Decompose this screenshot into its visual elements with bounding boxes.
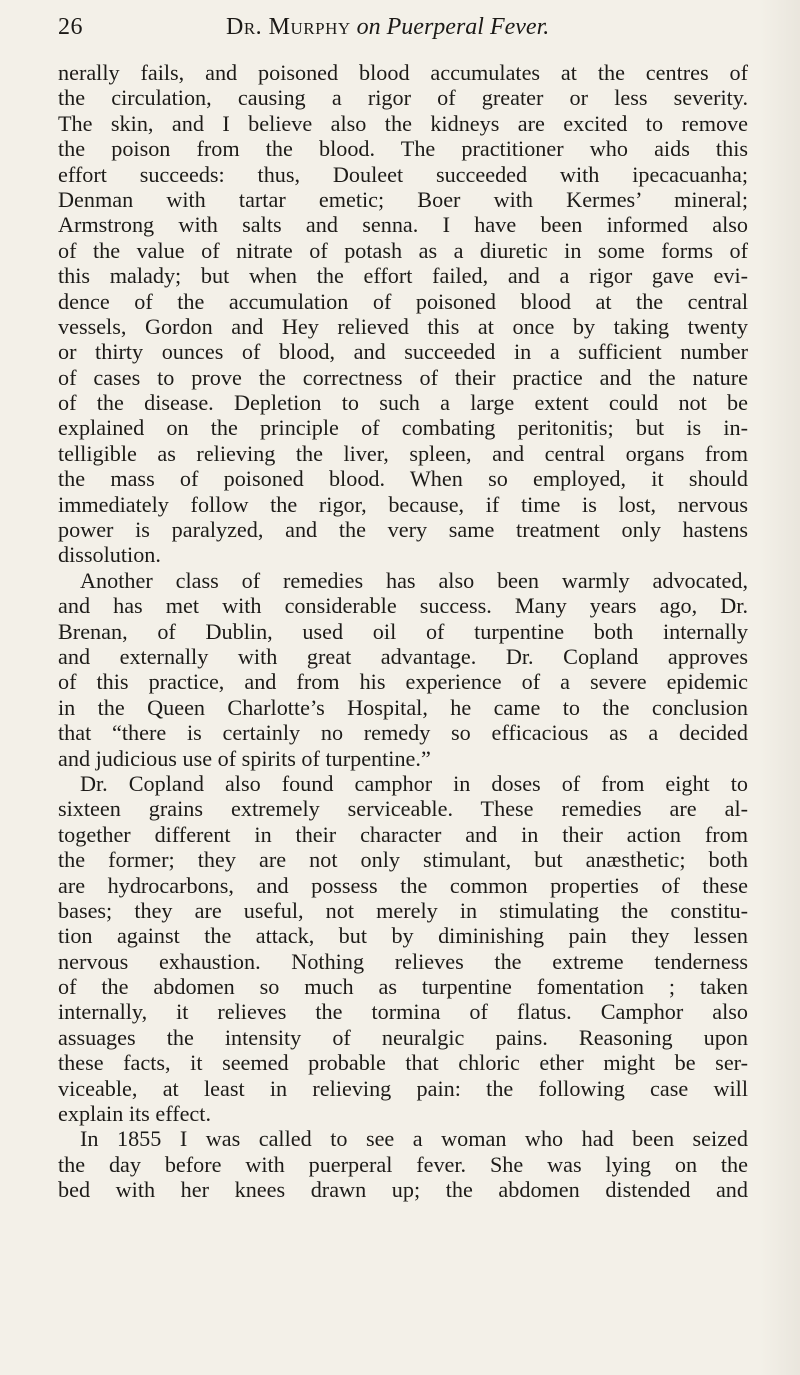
- text-line: dissolution.: [58, 542, 161, 568]
- text-line: and judicious use of spirits of turpentine.”: [58, 745, 431, 771]
- text-line: in the Queen Charlotte’s Hospital, he came to the conclusion: [58, 694, 748, 720]
- page-number: 26: [58, 14, 83, 40]
- text-line: vessels, Gordon and Hey relieved this at once by taking twenty: [58, 313, 748, 339]
- text-line: the circulation, causing a rigor of greater or less severity.: [58, 85, 748, 111]
- text-line: of the value of nitrate of potash as a diuretic in some forms of: [58, 237, 748, 263]
- text-line: dence of the accumulation of poisoned blood at the central: [58, 288, 748, 314]
- running-title-on: on: [356, 14, 381, 40]
- text-line: Dr. Copland also found camphor in doses of from eight to: [80, 770, 748, 796]
- text-line: nerally fails, and poisoned blood accumulates at the centres of: [58, 60, 748, 85]
- text-line: Another class of remedies has also been warmly advocated,: [80, 567, 748, 593]
- text-line: nervous exhaustion. Nothing relieves the extreme tenderness: [58, 948, 748, 974]
- text-line: or thirty ounces of blood, and succeeded in a sufficient number: [58, 339, 748, 365]
- text-line: are hydrocarbons, and possess the common properties of these: [58, 872, 748, 898]
- text-line: bases; they are useful, not merely in stimulating the constitu-: [58, 897, 748, 923]
- body-text: [58, 60, 748, 1203]
- text-line: tion against the attack, but by diminishing pain they lessen: [58, 923, 748, 949]
- text-line: the day before with puerperal fever. She was lying on the: [58, 1151, 748, 1177]
- running-header: [58, 10, 748, 50]
- text-line: The skin, and I believe also the kidneys are excited to remove: [58, 110, 748, 136]
- text-line: explain its effect.: [58, 1101, 211, 1127]
- text-line: explained on the principle of combating peritonitis; but is in-: [58, 415, 748, 441]
- text-line: of this practice, and from his experience of a severe epidemic: [58, 669, 748, 695]
- text-line: these facts, it seemed probable that chloric ether might be ser-: [58, 1050, 748, 1076]
- text-line: telligible as relieving the liver, spleen, and central organs from: [58, 440, 748, 466]
- text-line: internally, it relieves the tormina of flatus. Camphor also: [58, 999, 748, 1025]
- text-line: and has met with considerable success. Many years ago, Dr.: [58, 593, 748, 619]
- text-line: of the disease. Depletion to such a large extent could not be: [58, 390, 748, 416]
- text-line: the mass of poisoned blood. When so employed, it should: [58, 466, 748, 492]
- text-line: Denman with tartar emetic; Boer with Kermes’ mineral;: [58, 186, 748, 212]
- text-line: immediately follow the rigor, because, if time is lost, nervous: [58, 491, 748, 517]
- text-line: of the abdomen so much as turpentine fomentation ; taken: [58, 974, 748, 1000]
- running-title: [226, 14, 549, 41]
- text-line: the former; they are not only stimulant, but anæsthetic; both: [58, 847, 748, 873]
- text-line: together different in their character and in their action from: [58, 821, 748, 847]
- text-line: bed with her knees drawn up; the abdomen distended and: [58, 1177, 748, 1203]
- text-line: that “there is certainly no remedy so efficacious as a decided: [58, 720, 748, 746]
- text-line: assuages the intensity of neuralgic pains. Reasoning upon: [58, 1024, 748, 1050]
- text-line: effort succeeds: thus, Douleet succeeded with ipecacuanha;: [58, 161, 748, 187]
- running-title-author: Dr. Murphy: [226, 14, 351, 40]
- text-line: Armstrong with salts and senna. I have been informed also: [58, 212, 748, 238]
- text-line: Brenan, of Dublin, used oil of turpentine both internally: [58, 618, 748, 644]
- text-line: viceable, at least in relieving pain: the following case will: [58, 1075, 748, 1101]
- running-title-subject: Puerperal Fever.: [386, 14, 550, 40]
- text-line: power is paralyzed, and the very same treatment only hastens: [58, 517, 748, 543]
- text-line: In 1855 I was called to see a woman who had been seized: [80, 1126, 748, 1152]
- text-line: the poison from the blood. The practitioner who aids this: [58, 136, 748, 162]
- text-line: this malady; but when the effort failed, and a rigor gave evi-: [58, 263, 748, 289]
- text-line: and externally with great advantage. Dr. Copland approves: [58, 643, 748, 669]
- text-line: of cases to prove the correctness of their practice and the nature: [58, 364, 748, 390]
- page-edge-shading: [760, 0, 800, 1375]
- text-line: sixteen grains extremely serviceable. These remedies are al-: [58, 796, 748, 822]
